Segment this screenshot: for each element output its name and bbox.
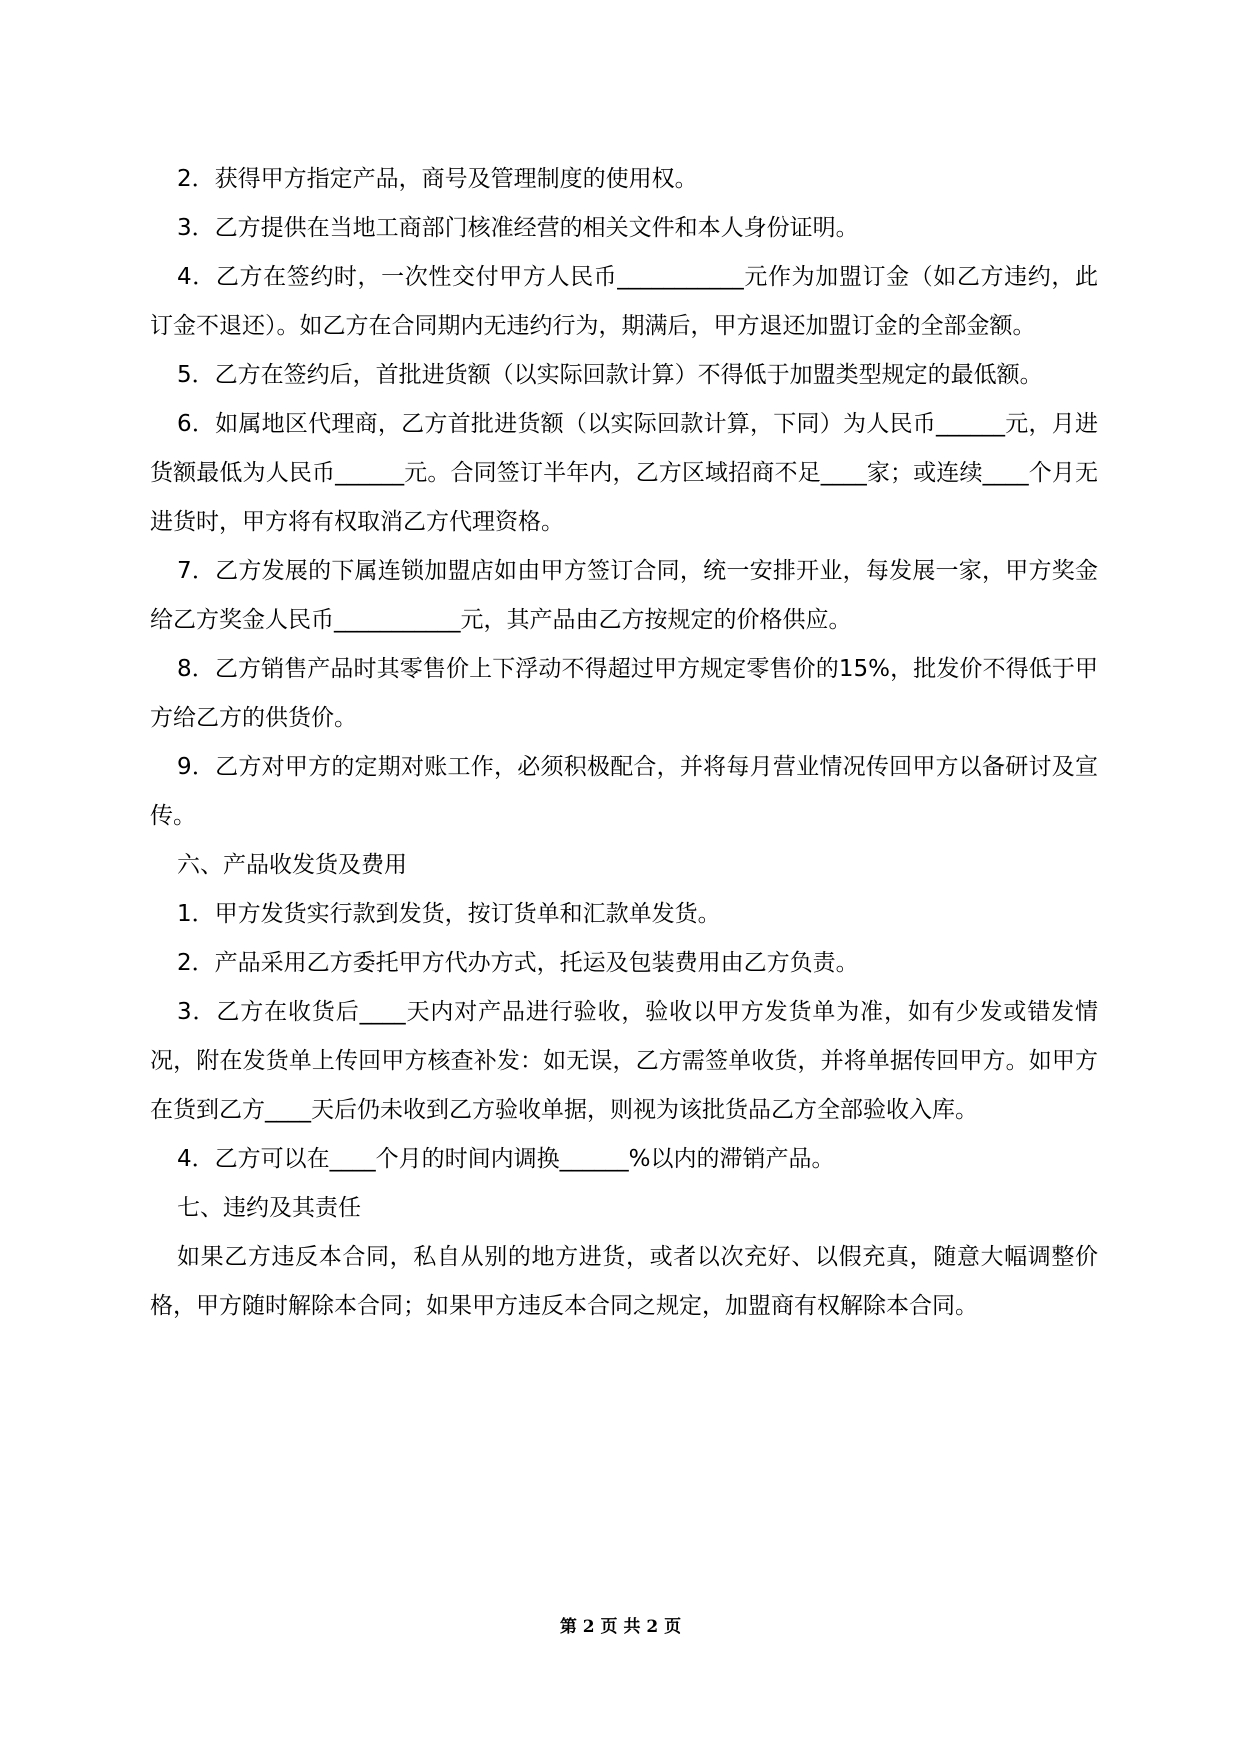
page-number-footer: 第 2 页 共 2 页 (559, 1617, 682, 1637)
clause-2-usage-rights: 2．获得甲方指定产品，商号及管理制度的使用权。 (177, 166, 698, 192)
document-body (150, 155, 1098, 1331)
clause-6-regional-agent: 6．如属地区代理商，乙方首批进货额（以实际回款计算，下同）为人民币______元，月进货额最低为人民币______元。合同签订半年内，乙方区域招商不足____家；或连续____个月无进货时，甲方将有权取消乙方代理资格。 (150, 411, 1098, 535)
shipping-clause-1: 1．甲方发货实行款到发货，按订货单和汇款单发货。 (177, 901, 721, 927)
shipping-clause-3: 3．乙方在收货后____天内对产品进行验收，验收以甲方发货单为准，如有少发或错发情况，附在发货单上传回甲方核查补发：如无误，乙方需签单收货，并将单据传回甲方。如甲方在货到乙方____天后仍未收到乙方验收单据，则视为该批货品乙方全部验收入库。 (150, 999, 1098, 1123)
clause-7-franchise-bonus: 7．乙方发展的下属连锁加盟店如由甲方签订合同，统一安排开业，每发展一家，甲方奖金给乙方奖金人民币___________元，其产品由乙方按规定的价格供应。 (150, 558, 1098, 633)
breach-clause: 如果乙方违反本合同，私自从别的地方进货，或者以次充好、以假充真，随意大幅调整价格，甲方随时解除本合同；如果甲方违反本合同之规定，加盟商有权解除本合同。 (150, 1244, 1098, 1319)
clause-8-pricing: 8．乙方销售产品时其零售价上下浮动不得超过甲方规定零售价的15%，批发价不得低于甲方给乙方的供货价。 (150, 656, 1098, 731)
section-heading-breach: 七、违约及其责任 (177, 1195, 361, 1221)
section-heading-shipping: 六、产品收发货及费用 (177, 852, 407, 878)
clause-5-first-order: 5．乙方在签约后，首批进货额（以实际回款计算）不得低于加盟类型规定的最低额。 (177, 362, 1043, 388)
clause-3-documents: 3．乙方提供在当地工商部门核准经营的相关文件和本人身份证明。 (177, 215, 859, 241)
shipping-clause-2: 2．产品采用乙方委托甲方代办方式，托运及包装费用由乙方负责。 (177, 950, 859, 976)
clause-9-reconciliation: 9．乙方对甲方的定期对账工作，必须积极配合，并将每月营业情况传回甲方以备研讨及宣传。 (150, 754, 1098, 829)
clause-4-deposit: 4．乙方在签约时，一次性交付甲方人民币___________元作为加盟订金（如乙方违约，此订金不退还）。如乙方在合同期内无违约行为，期满后，甲方退还加盟订金的全部金额。 (150, 264, 1098, 339)
shipping-clause-4: 4．乙方可以在____个月的时间内调换______%以内的滞销产品。 (177, 1146, 835, 1172)
